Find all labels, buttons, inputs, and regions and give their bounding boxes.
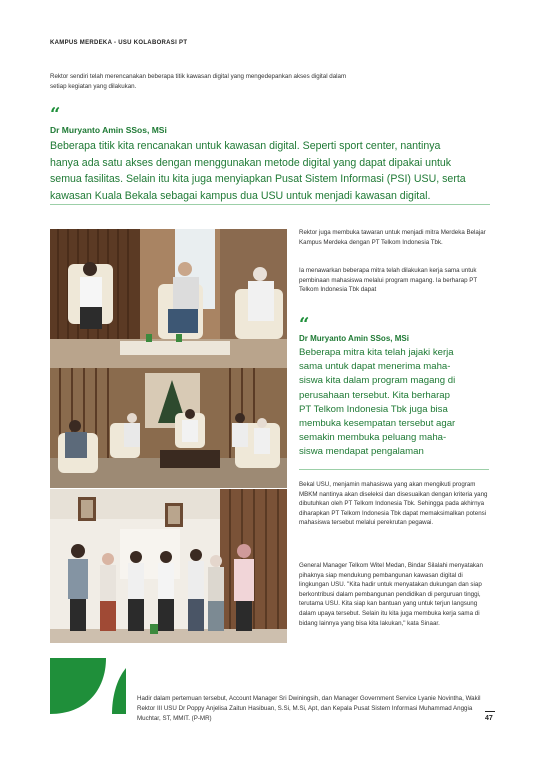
closing-paragraph: Hadir dalam pertemuan tersebut, Account Manager Sri Dwiningsih, dan Manager Government Service Lyanie Novintha, Wakil Rektor III USU Dr Poppy Anjelisa Zaitun Hasibuan, S.Si, M.Si, Apt, dan Kepala Pusat Sistem Informasi Muhammad Anggia Muchtar, ST, MMIT. (P-MR) (137, 695, 481, 722)
pull-quote-line: semakin membuka peluang maha- (299, 432, 447, 444)
pull-quote-line: Beberapa mitra kita telah jajaki kerja (299, 347, 454, 358)
meeting-photo-1 (50, 229, 287, 368)
pull-quote (50, 138, 490, 204)
leaf-logo-graphic (50, 658, 126, 714)
meeting-photo-1-image (50, 229, 287, 368)
page-number-rule (485, 711, 495, 712)
quote-mark-icon: “ (299, 314, 310, 335)
pull-quote-line: membuka kesempatan tersebut agar (299, 418, 456, 430)
pull-quote-line: perusahaan tersebut. Kita berharap (299, 389, 450, 401)
pull-quote-line: PT Telkom Indonesia Tbk juga bisa (299, 403, 448, 415)
page-number: 47 (485, 715, 493, 722)
pull-quote-line: semua fasilitas. Selain itu kita juga menyiapkan Pusat Sistem Informasi (PSI) USU, serta (50, 173, 466, 185)
paragraph-3: Bekal USU, menjamin mahasiswa yang akan mengikuti program MBKM nantinya akan diseleksi dan disesuaikan dengan kriteria yang dibutuhkan oleh PT Telkom Indonesia Tbk. Sehingga pada akhirnya diharapkan PT Telkom Indonesia Tbk dapat memaksimalkan potensi mahasiswa tersebut melalui perekrutan pegawai. (299, 481, 488, 527)
pull-quote-line: siswa kita dalam program magang di (299, 375, 456, 387)
group-photo (50, 489, 287, 643)
pull-quote-line: hanya ada satu akses dengan menggunakan metode digital yang dapat dipakai untuk (50, 156, 452, 169)
paragraph-4: General Manager Telkom Witel Medan, Bindar Silalahi menyatakan pihaknya siap mendukung pembangunan kawasan digital di lingkungan USU. "Kita hadir untuk menyatakan dukungan dan siap berkontribusi dalam pembangunan pendidikan di perguruan tinggi, terutama USU. Kita siap kan bantuan yang untuk terjun langsung dalam upaya tersebut. Selain itu kita juga membuka kerja sama di bidang lainnya yang bisa kita lakukan," kata Sinaar. (299, 562, 483, 627)
paragraph-2: Ia menawarkan beberapa mitra telah dilakukan kerja sama untuk pembinaan mahasiswa melalui program magang. Ia berharap PT Telkom Indonesia Tbk dapat (299, 267, 478, 294)
quote-author: Dr Muryanto Amin SSos, MSi (299, 334, 409, 343)
pull-quote-2 (299, 346, 489, 460)
divider (299, 469, 489, 470)
meeting-photo-2 (50, 368, 287, 488)
divider (50, 204, 490, 205)
leaf-logo-icon (50, 658, 126, 714)
pull-quote-line: siswa mendapat pengalaman (299, 446, 424, 458)
pull-quote-line: kawasan Kuala Bekala sebagai kampus dua USU untuk menjadi kawasan digital. (50, 189, 431, 202)
intro-paragraph: Rektor sendiri telah merencanakan beberapa titik kawasan digital yang mengedepankan akses digital dalam setiap kegiatan yang dilakukan. (50, 73, 347, 90)
meeting-photo-2-image (50, 368, 287, 488)
group-photo-image (50, 489, 287, 643)
pull-quote-line: Beberapa titik kita rencanakan untuk kawasan digital. Seperti sport center, nantinya (50, 140, 441, 152)
quote-author: Dr Muryanto Amin SSos, MSi (50, 125, 167, 135)
pull-quote-line: sama untuk dapat menerima maha- (299, 361, 451, 373)
paragraph-1: Rektor juga membuka tawaran untuk menjadi mitra Merdeka Belajar Kampus Merdeka dengan PT Telkom Indonesia Tbk. (299, 229, 486, 246)
quote-mark-icon: “ (50, 104, 61, 125)
section-header: KAMPUS MERDEKA - USU KOLABORASI PT (50, 40, 188, 46)
